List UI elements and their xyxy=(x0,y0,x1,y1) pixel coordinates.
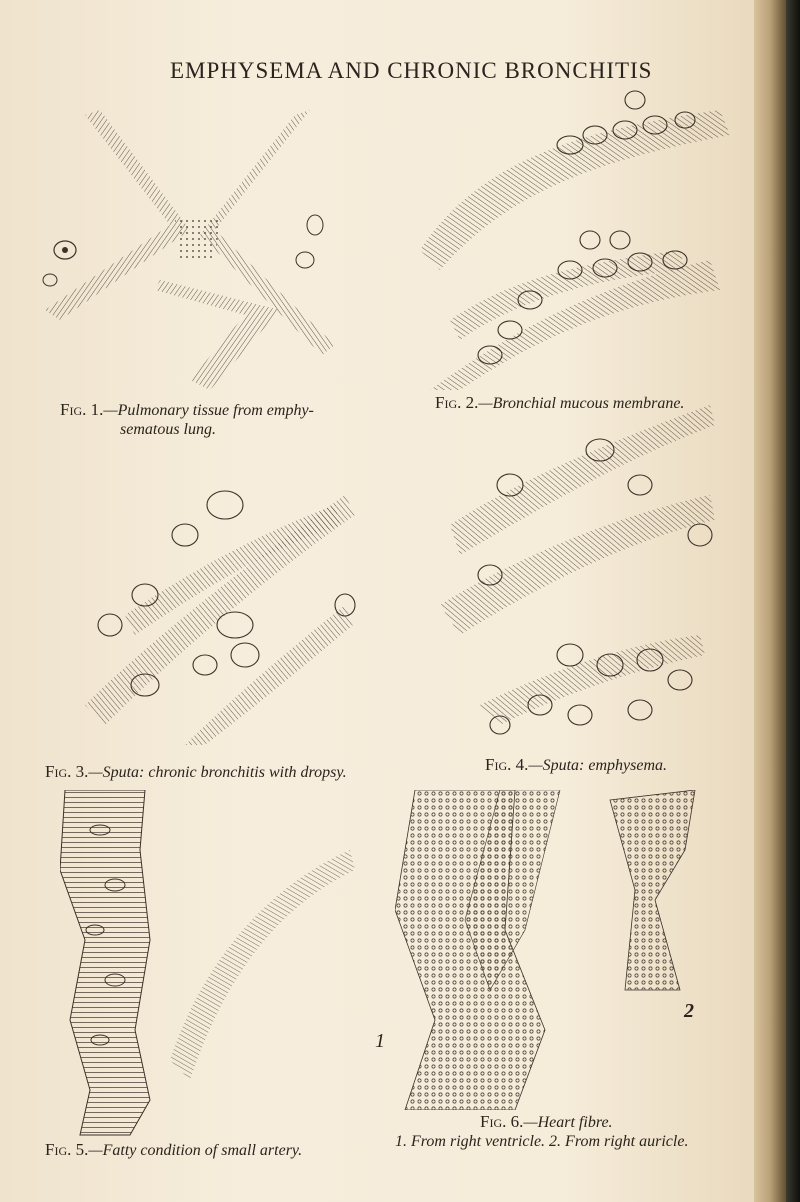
figure-4-illustration xyxy=(440,405,730,750)
figure-5-desc-line1: —Fatty condition of small artery. xyxy=(88,1142,303,1159)
figure-2-label: Fig. 2. xyxy=(435,393,479,412)
figure-1-illustration xyxy=(40,110,360,390)
figure-1-desc-line1: —Pulmonary tissue from emphy- xyxy=(103,402,314,419)
binding-edge xyxy=(786,0,800,1202)
figure-4-desc-line1: —Sputa: emphysema. xyxy=(528,757,668,774)
figure-6-desc-line1: —Heart fibre. xyxy=(523,1114,613,1131)
figure-1-label: Fig. 1. xyxy=(60,400,104,419)
figure-6-label: Fig. 6. xyxy=(480,1112,524,1131)
figure-6-part-label-2: 2 xyxy=(684,1000,694,1022)
figure-4-caption xyxy=(485,755,667,775)
figure-1-caption xyxy=(60,400,314,439)
figure-6-illustration xyxy=(395,790,715,1110)
figure-5-illustration xyxy=(60,790,360,1140)
figure-6-part-label-1: 1 xyxy=(375,1030,385,1052)
figure-2-desc-line1: —Bronchial mucous membrane. xyxy=(478,395,685,412)
figure-1-desc-line2: sematous lung. xyxy=(120,421,216,438)
figure-3-caption xyxy=(45,762,347,782)
figure-4-label: Fig. 4. xyxy=(485,755,529,774)
figure-6-desc-line2: 1. From right ventricle. 2. From right auricle. xyxy=(395,1133,689,1150)
figure-5-label: Fig. 5. xyxy=(45,1140,89,1159)
figure-3-illustration xyxy=(85,475,365,745)
figure-5-caption xyxy=(45,1140,302,1160)
page-title: EMPHYSEMA AND CHRONIC BRONCHITIS xyxy=(170,58,653,83)
figure-3-label: Fig. 3. xyxy=(45,762,89,781)
figure-3-desc-line1: —Sputa: chronic bronchitis with dropsy. xyxy=(88,764,347,781)
figure-2-illustration xyxy=(420,90,740,390)
figure-6-caption xyxy=(395,1112,688,1151)
